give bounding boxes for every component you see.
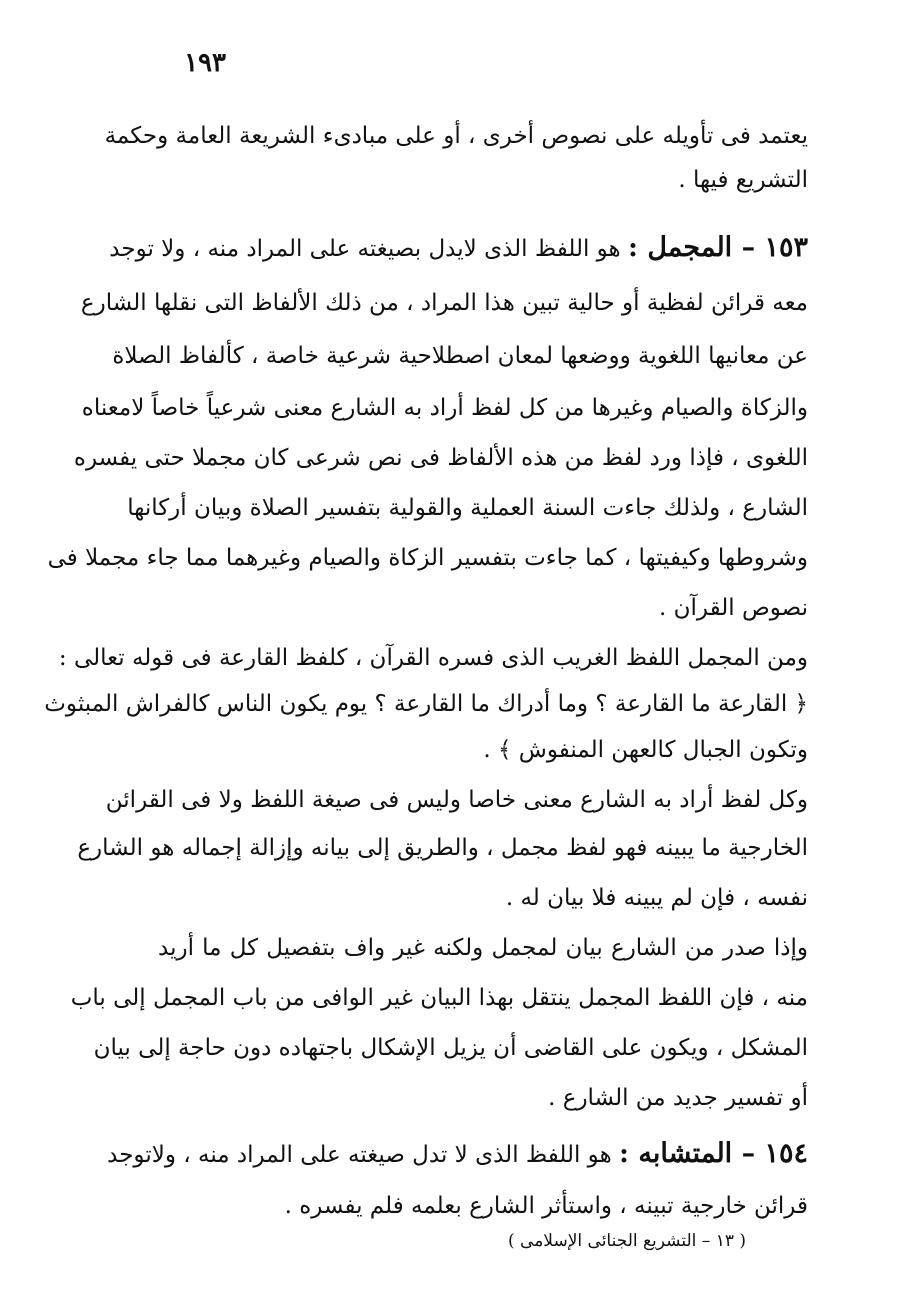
footer-signature: ( ١٣ – التشريع الجنائى الإسلامى ) bbox=[508, 1231, 746, 1251]
text-line bbox=[112, 338, 808, 378]
text-line bbox=[158, 1188, 808, 1228]
line-text: منه ، فإن اللفظ المجمل ينتقل بهذا البيان غير الوافى من باب المجمل إلى باب bbox=[70, 985, 808, 1011]
line-text: المشكل ، ويكون على القاضى أن يزيل الإشكال باجتهاده دون حاجة إلى بيان bbox=[93, 1035, 808, 1061]
text-line bbox=[158, 880, 808, 920]
line-text: هو اللفظ الذى لا تدل صيغته على المراد منه ، ولاتوجد bbox=[107, 1142, 620, 1168]
text-line bbox=[81, 390, 808, 430]
line-text: والزكاة والصيام وغيرها من كل لفظ أراد به الشارع معنى شرعياً خاصاً لامعناه bbox=[81, 395, 808, 421]
line-text: قرائن خارجية تبينه ، واستأثر الشارع بعلمه فلم يفسره . bbox=[284, 1193, 808, 1219]
page-number: ١٩٣ bbox=[184, 48, 226, 78]
text-line bbox=[73, 440, 808, 480]
line-text: التشريع فيها . bbox=[678, 167, 808, 193]
text-line bbox=[158, 1080, 808, 1120]
text-line bbox=[80, 285, 808, 325]
text-line bbox=[93, 1030, 808, 1070]
line-text: أو تفسير جديد من الشارع . bbox=[548, 1085, 808, 1111]
text-line bbox=[107, 1136, 808, 1176]
text-line bbox=[127, 490, 808, 530]
text-line bbox=[47, 540, 808, 580]
text-line bbox=[158, 590, 808, 630]
text-line bbox=[104, 118, 808, 158]
section-heading: ١٥٤ – المتشابه : bbox=[619, 1138, 808, 1169]
line-text: معه قرائن لفظية أو حالية تبين هذا المراد ، من ذلك الألفاظ التى نقلها الشارع bbox=[80, 290, 808, 316]
text-line bbox=[158, 930, 808, 970]
line-text: نفسه ، فإن لم يبينه فلا بيان له . bbox=[505, 885, 808, 911]
text-line bbox=[105, 782, 808, 822]
line-text: وتكون الجبال كالعهن المنفوش ﴾ . bbox=[483, 737, 808, 763]
line-text: وشروطها وكيفيتها ، كما جاءت بتفسير الزكاة والصيام وغيرهما مما جاء مجملا فى bbox=[47, 545, 808, 571]
text-line bbox=[44, 686, 808, 726]
text-line bbox=[158, 162, 808, 202]
line-text: نصوص القرآن . bbox=[659, 595, 808, 621]
line-text: الخارجية ما يبينه فهو لفظ مجمل ، والطريق إلى بيانه وإزالة إجماله هو الشارع bbox=[77, 835, 808, 861]
line-text: ﴿ القارعة ما القارعة ؟ وما أدراك ما القارعة ؟ يوم يكون الناس كالفراش المبثوث bbox=[44, 691, 808, 717]
line-text: الشارع ، ولذلك جاءت السنة العملية والقولية بتفسير الصلاة وبيان أركانها bbox=[127, 495, 808, 521]
text-line bbox=[77, 830, 808, 870]
text-line bbox=[158, 732, 808, 772]
text-line bbox=[58, 640, 808, 680]
line-text: هو اللفظ الذى لايدل بصيغته على المراد منه ، ولا توجد bbox=[109, 236, 628, 262]
line-text: يعتمد فى تأويله على نصوص أخرى ، أو على مبادىء الشريعة العامة وحكمة bbox=[104, 123, 808, 149]
line-text: اللغوى ، فإذا ورد لفظ من هذه الألفاظ فى نص شرعى كان مجملا حتى يفسره bbox=[73, 445, 808, 471]
section-heading: ١٥٣ – المجمل : bbox=[627, 232, 808, 263]
line-text: وكل لفظ أراد به الشارع معنى خاصا وليس فى صيغة اللفظ ولا فى القرائن bbox=[105, 787, 808, 813]
line-text: ومن المجمل اللفظ الغريب الذى فسره القرآن ، كلفظ القارعة فى قوله تعالى : bbox=[58, 645, 808, 671]
text-line bbox=[70, 980, 808, 1020]
line-text: عن معانيها اللغوية ووضعها لمعان اصطلاحية شرعية خاصة ، كألفاظ الصلاة bbox=[112, 343, 808, 369]
line-text: وإذا صدر من الشارع بيان لمجمل ولكنه غير واف بتفصيل كل ما أريد bbox=[158, 935, 808, 961]
text-line bbox=[109, 230, 808, 270]
